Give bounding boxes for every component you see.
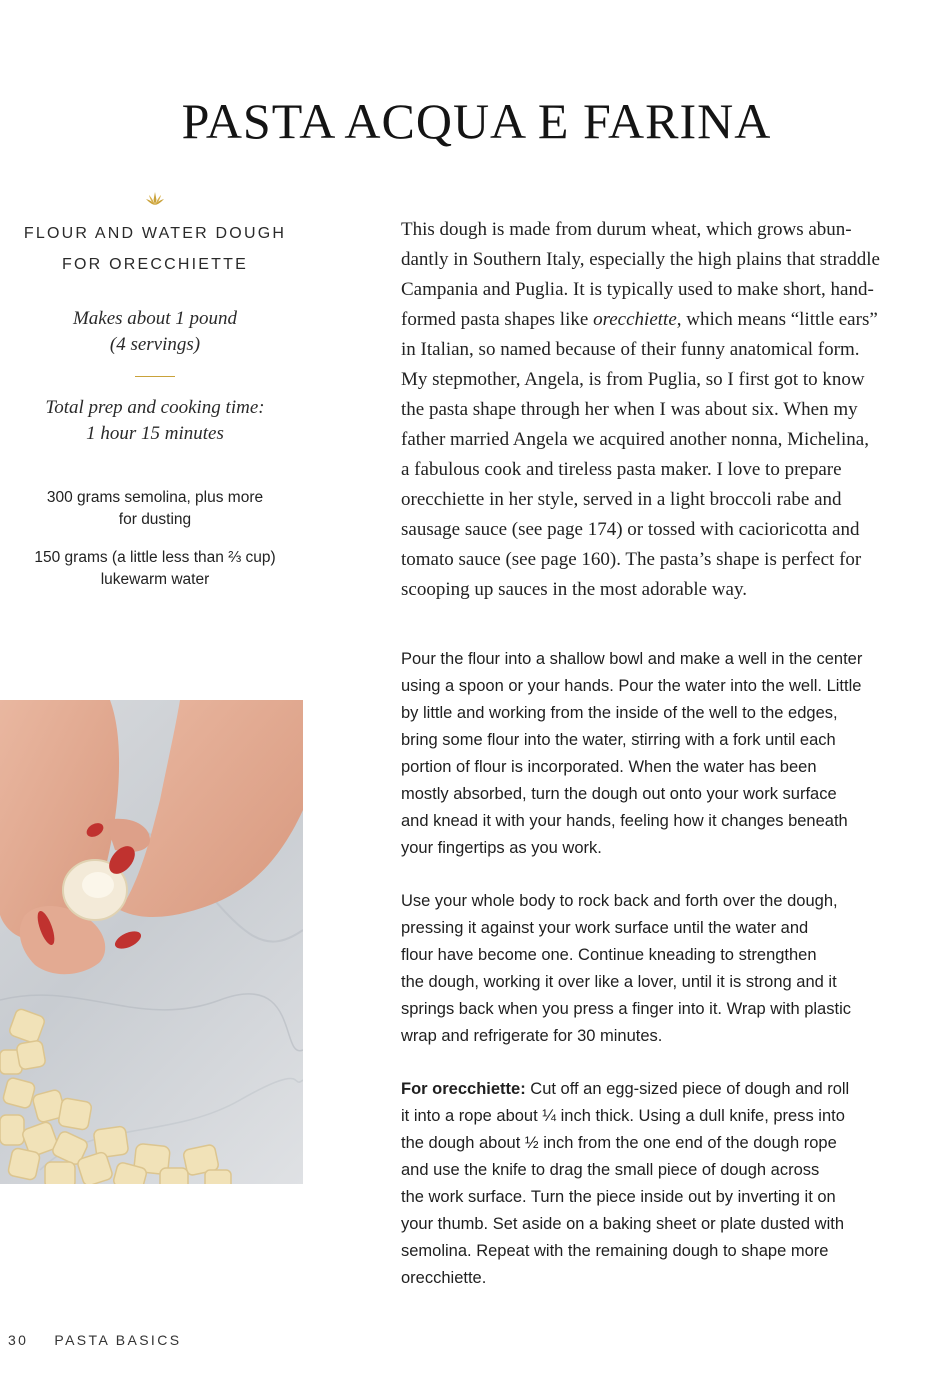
yield-line: (4 servings) [109, 334, 201, 355]
pasta-photo [0, 700, 303, 1184]
method-step: Use your whole body to rock back and forth over the dough, pressing it against your work surface until the water and flour have become one. Continue kneading to strengthen the dough, working it over like a lover, until it is strong and it springs back when you press a finger into it. Wrap with plastic wrap and refrigerate for 30 minutes. [401, 892, 851, 1045]
subtitle-line: FLOUR AND WATER DOUGH [23, 225, 287, 242]
ingredient-line: for dusting [118, 511, 192, 528]
ingredient-line: 300 grams semolina, plus more [46, 489, 264, 506]
recipe-sidebar [0, 218, 310, 607]
method-step: Pour the flour into a shallow bowl and make a well in the center using a spoon or your hands. Pour the water into the well. Little by little and working from the inside of the well to the edges, bring some flour into the water, stirring with a fork until each portion of flour is incorporated. When the water has been mostly absorbed, turn the dough out onto your work surface and knead it with your hands, feeling how it changes beneath your fingertips as you work. [401, 650, 863, 857]
flourish-icon [144, 191, 166, 207]
intro-italic-term: orecchiette [593, 309, 677, 330]
intro-text: , which means “little ears” in Italian, so named because of their funny anatomical form. My stepmother, Angela, is from Puglia, so I first got to know the pasta shape through her when I was about six. When my father married Angela we acquired another nonna, Michelina, a fabulous cook and tireless pasta maker. I love to prepare orecchiette in her style, served in a light broccoli rabe and sausage sauce (see page 174) or tossed with cacioricotta and tomato sauce (see page 160). The pasta’s shape is perfect for scooping up sauces in the most adorable way. [401, 309, 878, 600]
step-heading: For orecchiette: [401, 1080, 526, 1098]
ingredient-item [0, 487, 310, 531]
divider [135, 376, 175, 377]
method-steps [401, 646, 933, 1318]
ingredient-line: 150 grams (a little less than ⅔ cup) [34, 549, 276, 566]
hands-shaping-pasta-image [0, 700, 303, 1184]
ingredient-item [0, 547, 310, 591]
ingredient-line: lukewarm water [100, 571, 210, 588]
method-step [401, 1076, 933, 1292]
subtitle-line: FOR ORECCHIETTE [62, 256, 248, 273]
step-text: Cut off an egg-sized piece of dough and roll it into a rope about ¼ inch thick. Using a dull knife, press into the dough about ½ inch from the one end of the dough rope and use the knife to drag the small piece of dough across the work surface. Turn the piece inside out by inverting it on your thumb. Set aside on a baking sheet or plate dusted with semolina. Repeat with the remaining dough to shape more orecchiette. [401, 1080, 850, 1287]
yield-info [0, 306, 310, 358]
time-info [0, 395, 310, 447]
time-line: Total prep and cooking time: [45, 397, 265, 418]
page-footer [8, 1332, 181, 1348]
recipe-subtitle [0, 218, 310, 280]
page-number: 30 [8, 1332, 29, 1348]
intro-paragraph [401, 215, 933, 605]
recipe-title: PASTA ACQUA E FARINA [181, 93, 772, 149]
ingredient-list [0, 487, 310, 591]
section-name: PASTA BASICS [54, 1332, 182, 1348]
intro-text: This dough is made from durum wheat, which grows abun- dantly in Southern Italy, especially the high plains that straddle Campania and Puglia. It is typically used to make short, hand- formed pasta shapes like [401, 219, 880, 330]
yield-line: Makes about 1 pound [72, 308, 238, 329]
time-line: 1 hour 15 minutes [86, 423, 224, 444]
